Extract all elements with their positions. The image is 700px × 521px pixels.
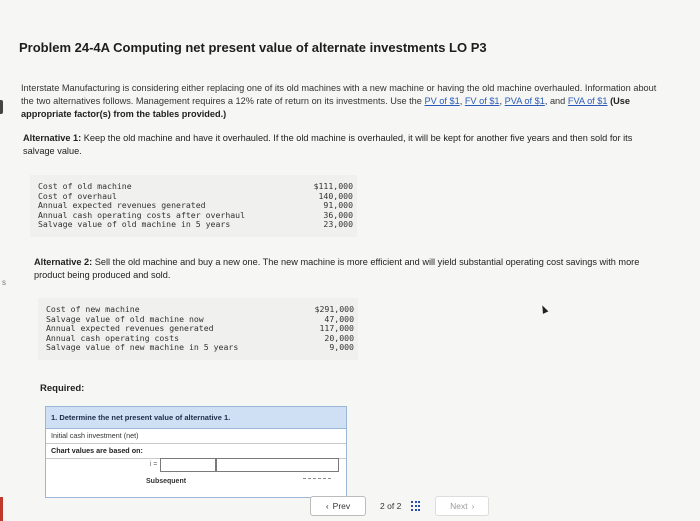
row-value: $291,000 xyxy=(314,304,354,314)
fva-table-link[interactable]: FVA of $1 xyxy=(567,96,608,106)
pva-table-link[interactable]: PVA of $1 xyxy=(504,96,545,106)
row-value: 23,000 xyxy=(323,219,353,230)
row-label: Salvage value of old machine in 5 years xyxy=(38,219,231,230)
rate-input-row xyxy=(146,458,339,472)
row-label: Annual expected revenues generated xyxy=(46,323,214,334)
tab-edge xyxy=(303,478,331,483)
row-value: 140,000 xyxy=(318,190,353,201)
side-marker: s xyxy=(2,278,6,287)
link-separator: , and xyxy=(544,96,568,106)
task-header[interactable]: 1. Determine the net present value of alternative 1. xyxy=(46,407,346,429)
alternative-1-table xyxy=(30,175,357,237)
row-value: 9,000 xyxy=(329,342,354,353)
next-label: Next xyxy=(450,501,468,511)
rate-label: i = xyxy=(149,461,158,468)
chevron-left-icon: ‹ xyxy=(325,501,329,511)
row-label: Cost of old machine xyxy=(38,181,132,191)
link-separator: , xyxy=(459,96,465,106)
rate-input-secondary[interactable] xyxy=(216,458,339,472)
task-panel xyxy=(45,406,347,498)
left-edge-tab[interactable] xyxy=(0,100,3,114)
page-of: of xyxy=(387,501,395,511)
intro-note: (Use appropriate factor(s) from the tables provided.) xyxy=(21,96,630,119)
row-label: Salvage value of new machine in 5 years xyxy=(46,342,239,353)
alternative-1-description xyxy=(23,132,663,158)
row-label: Cost of new machine xyxy=(46,304,140,314)
alternative-2-description xyxy=(34,256,644,282)
table-row xyxy=(46,343,354,353)
page-indicator xyxy=(380,501,401,511)
fv-table-link[interactable]: FV of $1 xyxy=(464,96,500,106)
rate-input[interactable] xyxy=(160,458,215,472)
row-label: Salvage value of old machine now xyxy=(46,313,204,324)
row-value: 47,000 xyxy=(324,313,354,324)
prev-button[interactable] xyxy=(310,496,366,516)
alternative-1-label: Alternative 1: xyxy=(23,133,82,143)
pv-table-link[interactable]: PV of $1 xyxy=(424,96,460,106)
grid-icon[interactable] xyxy=(411,501,421,511)
chevron-right-icon: › xyxy=(471,501,475,511)
row-value: 117,000 xyxy=(319,323,354,334)
problem-intro xyxy=(21,82,661,121)
problem-title: Problem 24-4A Computing net present value of alternate investments LO P3 xyxy=(19,40,487,55)
next-button[interactable] xyxy=(435,496,489,516)
row-label: Annual cash operating costs after overhaul xyxy=(38,209,246,220)
row-label: Cost of overhaul xyxy=(38,190,117,201)
alternative-2-text: Sell the old machine and buy a new one. The new machine is more efficient and will yield substantial operating cost savings with more product being produced and sold. xyxy=(34,257,640,280)
row-value: 20,000 xyxy=(324,332,354,343)
required-heading: Required: xyxy=(40,383,85,394)
initial-investment-row: Initial cash investment (net) xyxy=(46,429,346,444)
alternative-2-label: Alternative 2: xyxy=(34,257,93,267)
subsequent-label: Subsequent xyxy=(146,478,187,485)
row-label: Annual cash operating costs xyxy=(46,332,180,343)
intro-text: Interstate Manufacturing is considering either replacing one of its old machines with a new machine or having the old machine overhauled. Information about the two alternatives follows. Management requires a 12% rate of return on its investments. Use the xyxy=(21,83,657,106)
pagination-bar xyxy=(310,495,489,517)
left-edge-indicator xyxy=(0,497,3,521)
row-value: 36,000 xyxy=(323,209,353,220)
page-current: 2 xyxy=(380,501,385,511)
row-value: 91,000 xyxy=(323,200,353,211)
alternative-2-table xyxy=(38,298,358,360)
mouse-cursor-icon xyxy=(540,304,549,314)
link-separator: , xyxy=(499,96,505,106)
row-value: $111,000 xyxy=(313,181,353,191)
page-total: 2 xyxy=(396,501,402,511)
row-label: Annual expected revenues generated xyxy=(38,200,206,211)
chart-values-row: Chart values are based on: xyxy=(46,444,346,459)
table-row xyxy=(38,220,353,230)
prev-label: Prev xyxy=(332,501,351,511)
alternative-1-text: Keep the old machine and have it overhauled. If the old machine is overhauled, it will be kept for another five years and then sold for its salvage value. xyxy=(23,133,633,156)
